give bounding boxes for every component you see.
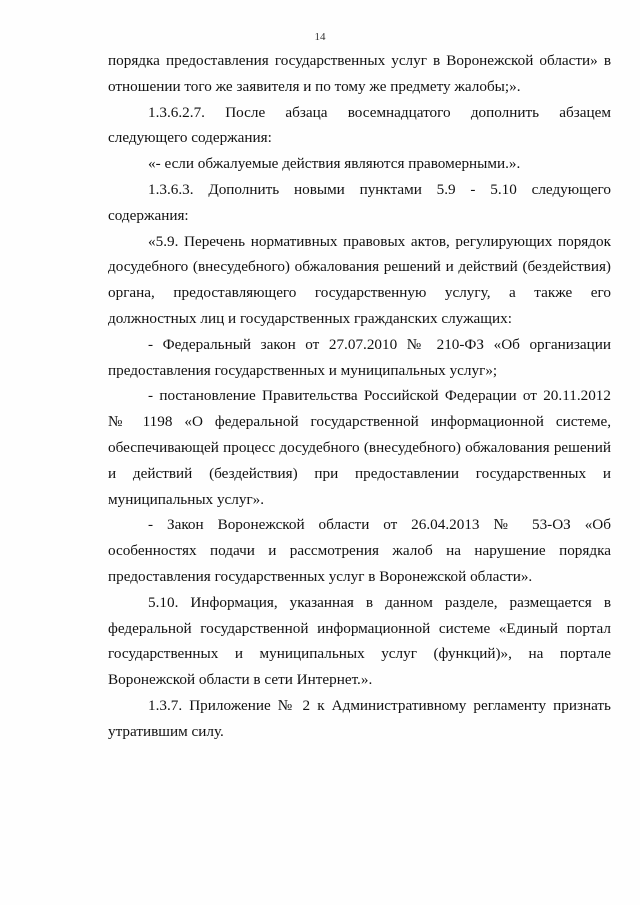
list-item-government-decree: - постановление Правительства Российской Федерации от 20.11.2012 № 1198 «О федеральной государственной информационной системе, обеспечивающей процесс досудебного (внесудебного) обжалования решений и действий (бездействия) при предоставлении государственных и муниципальных услуг». — [108, 387, 611, 508]
paragraph-quote-lawful-actions: «- если обжалуемые действия являются правомерными.». — [148, 155, 521, 173]
paragraph-1-3-7: 1.3.7. Приложение № 2 к Административному регламенту признать утратившим силу. — [108, 696, 611, 740]
list-item-voronezh-law: - Закон Воронежской области от 26.04.2013 № 53-ОЗ «Об особенностях подачи и рассмотрения жалоб на нарушение порядка предоставления государственных услуг в Воронежской области». — [108, 516, 611, 585]
paragraph-continuation: порядка предоставления государственных услуг в Воронежской области» в отношении того же заявителя и по тому же предмету жалобы;». — [108, 52, 611, 95]
list-item-federal-law: - Федеральный закон от 27.07.2010 № 210-ФЗ «Об организации предоставления государственных и муниципальных услуг»; — [108, 335, 611, 379]
paragraph-5-9: «5.9. Перечень нормативных правовых актов, регулирующих порядок досудебного (внесудебного) обжалования решений и действий (бездействия) органа, предоставляющего государственную услугу, а также его должностных лиц и государственных гражданских служащих: — [108, 232, 611, 327]
page-number: 14 — [314, 31, 326, 43]
paragraph-1-3-6-2-7: 1.3.6.2.7. После абзаца восемнадцатого дополнить абзацем следующего содержания: — [108, 103, 611, 147]
paragraph-5-10: 5.10. Информация, указанная в данном разделе, размещается в федеральной государственной информационной системе «Единый портал государственных и муниципальных услуг (функций)», на портале Воронежской области в сети Интернет.». — [108, 593, 611, 689]
paragraph-1-3-6-3: 1.3.6.3. Дополнить новыми пунктами 5.9 - 5.10 следующего содержания: — [108, 180, 611, 224]
document-body — [108, 48, 611, 745]
